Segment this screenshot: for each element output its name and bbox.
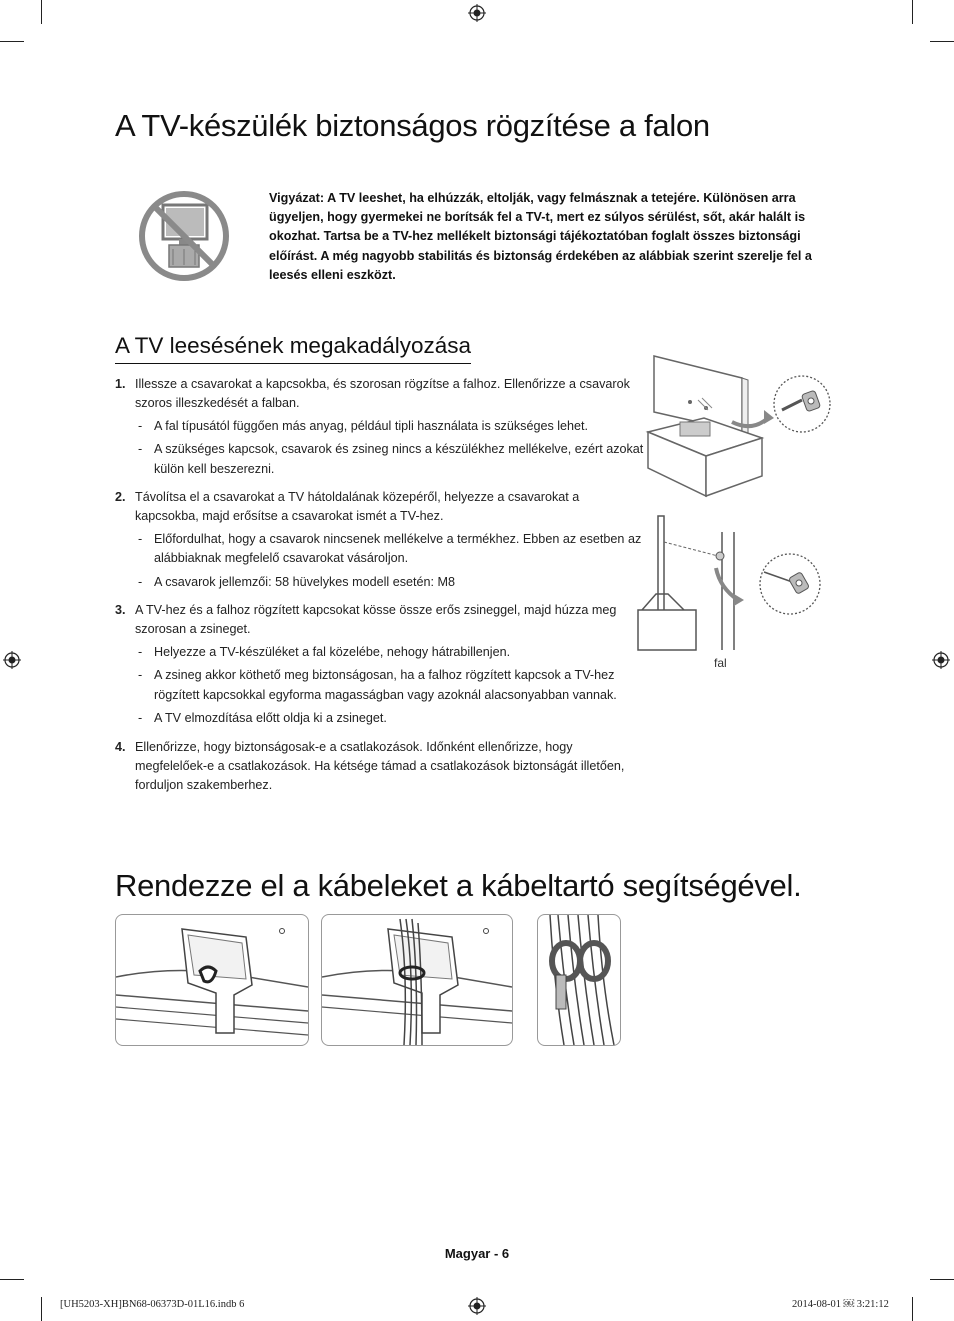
step-3 [115, 601, 645, 728]
tv-bracket-illustration [640, 352, 840, 500]
step-2 [115, 488, 645, 592]
cable-holder-closeup-panel [537, 914, 621, 1046]
print-slug-left: [UH5203-XH]BN68-06373D-01L16.indb 6 [60, 1299, 245, 1310]
step-number: 4. [115, 739, 126, 754]
crop-mark [41, 0, 42, 24]
step-number: 3. [115, 603, 126, 618]
step-note: - A fal típusától függően más anyag, például tipli használata is szükséges lehet. [135, 417, 645, 436]
step-note: - A szükséges kapcsok, csavarok és zsineg nincs a készülékhez mellékelve, ezért azokat külön kell beszerezni. [135, 440, 645, 479]
step-text: Távolítsa el a csavarokat a TV hátoldalának közepéről, helyezze a csavarokat a kapcsokba, majd erősítse a csavarokat ismét a TV-hez. [135, 490, 580, 524]
step-number: 1. [115, 377, 126, 391]
step-4 [115, 738, 645, 796]
cable-holder-step-1-panel [115, 914, 309, 1046]
tv-wall-cord-illustration [632, 512, 832, 652]
step-note: - A TV elmozdítása előtt oldja ki a zsineget. [135, 709, 645, 728]
wall-label: fal [714, 656, 727, 670]
step-text: A TV-hez és a falhoz rögzített kapcsokat kösse össze erős zsineggel, majd húzza meg szorosan a zsineget. [135, 603, 617, 637]
cable-bundle-icon [322, 915, 512, 1045]
crop-mark [0, 1279, 24, 1280]
step-number: 2. [115, 490, 126, 505]
registration-mark-icon [468, 1297, 486, 1315]
page-number: Magyar - 6 [444, 1246, 510, 1261]
steps-list [115, 375, 645, 805]
step-note: - Előfordulhat, hogy a csavarok nincsenek mellékelve a termékhez. Ebben az esetben az alábbiaknak megfelelő csavarokat vásároljon. [135, 530, 645, 569]
subsection-title: A TV leesésének megakadályozása [115, 331, 471, 364]
registration-mark-icon [932, 651, 950, 669]
section-title: Rendezze el a kábeleket a kábeltartó segítségével. [115, 868, 802, 903]
section-title: A TV-készülék biztonságos rögzítése a falon [115, 108, 710, 143]
step-text: Illessze a csavarokat a kapcsokba, és szorosan rögzítse a falhoz. Ellenőrizze a csavarok szoros illeszkedését a falban. [135, 377, 630, 411]
crop-mark [930, 1279, 954, 1280]
crop-mark [912, 1297, 913, 1321]
registration-mark-icon [468, 4, 486, 22]
crop-mark [912, 0, 913, 24]
no-climbing-warning-icon [137, 189, 231, 283]
cable-clip-closeup-icon [538, 915, 620, 1045]
print-slug-right: 2014-08-01 ￼ 3:21:12 [792, 1299, 889, 1310]
step-note: - Helyezze a TV-készüléket a fal közelébe, nehogy hátrabillenjen. [135, 643, 645, 662]
step-1 [115, 375, 645, 479]
registration-mark-icon [3, 651, 21, 669]
crop-mark [41, 1297, 42, 1321]
step-note: - A zsineg akkor köthető meg biztonságosan, ha a falhoz rögzített kapcsok a TV-hez rögzített kapcsokkal egyforma magasságban vagy azoknál alacsonyabban vannak. [135, 666, 645, 705]
step-text: Ellenőrizze, hogy biztonságosak-e a csatlakozások. Időnként ellenőrizze, hogy megfelelőek-e a csatlakozások. Ha kétsége támad a csatlakozások biztonságát illetően, forduljon szakemberhez. [135, 739, 625, 793]
cable-holder-icon [116, 915, 308, 1045]
crop-mark [0, 41, 24, 42]
step-note: - A csavarok jellemzői: 58 hüvelykes modell esetén: M8 [135, 573, 645, 592]
crop-mark [930, 41, 954, 42]
cable-holder-step-2-panel [321, 914, 513, 1046]
warning-text: Vigyázat: A TV leeshet, ha elhúzzák, eltolják, vagy felmásznak a tetejére. Különösen arra ügyeljen, hogy gyermekei ne borítsák fel a TV-t, mert ez súlyos sérülést, sőt, akár halált is okozhat. Tartsa be a TV-hez mellékelt biztonsági tájékoztatóban foglalt összes biztonsági előírást. A még nagyobb stabilitás és biztonság érdekében az alábbiak szerint szerelje fel a leesés elleni eszközt. [269, 191, 812, 282]
